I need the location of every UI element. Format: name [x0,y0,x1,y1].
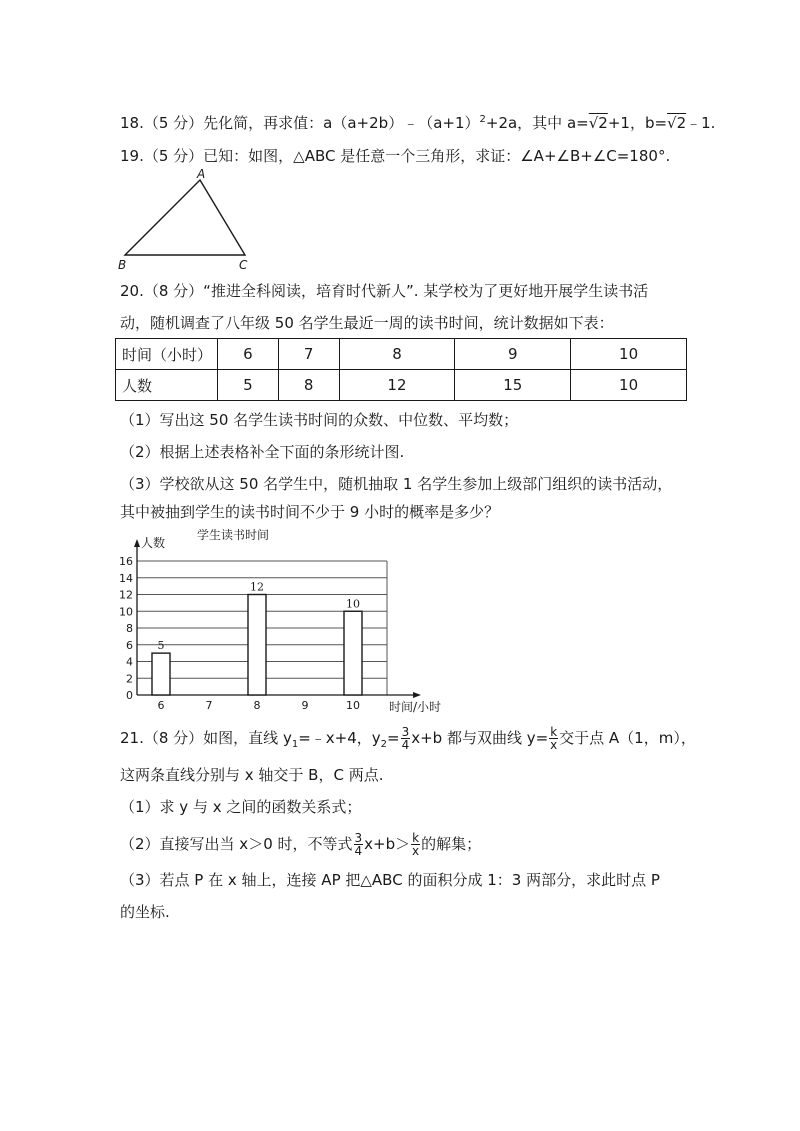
row-header-hours: 时间（小时） [116,339,218,370]
q20-sub-2 [120,442,404,462]
question-20-line-1 [120,281,648,301]
y-tick-label: 14 [119,571,133,585]
q18-text-4: ﹣1. [686,114,716,132]
bar [248,595,266,696]
table-cell: 6 [218,339,279,370]
y-axis-label: 人数 [141,536,166,550]
q20-sub-1-text: （1）写出这 50 名学生读书时间的众数、中位数、平均数； [120,411,519,429]
table-cell: 9 [455,339,571,370]
table-cell: 7 [278,339,339,370]
q21-sub-2-text-1: （2）直接写出当 x＞0 时，不等式 [120,835,353,853]
question-number: 19. [120,147,144,165]
q18-text-2: +2a，其中 a= [485,114,589,132]
denominator: x [412,844,420,858]
table-cell: 5 [218,370,279,401]
q20-text-2: 动，随机调查了八年级 50 名学生最近一周的读书时间，统计数据如下表： [120,314,614,332]
fraction-3-4 [401,726,411,751]
denominator: x [550,738,558,752]
q18-text-1: （5 分）先化简，再求值：a（a+2b）﹣（a+1） [143,114,480,132]
q18-text-3: +1，b= [607,114,668,132]
q21-text-4: x+b 都与双曲线 y= [411,729,549,747]
subscript-2: 2 [380,739,388,750]
question-19 [120,146,670,166]
table-row [116,339,687,370]
question-20-line-2 [120,313,614,333]
table-cell: 8 [278,370,339,401]
numerator: k [550,725,558,739]
q21-sub-3-text-1: （3）若点 P 在 x 轴上，连接 AP 把△ABC 的面积分成 1：3 两部分，求此时点 P [120,871,660,889]
table-cell: 15 [455,370,571,401]
q21-sub-2 [120,832,481,857]
x-tick-label: 7 [205,699,213,712]
x-tick-label: 9 [301,699,309,712]
bar-data-label: 12 [250,580,264,594]
vertex-label-c: C [239,258,248,272]
fraction-k-x [411,832,420,857]
x-tick-label: 10 [346,699,360,712]
q20-sub-3-line-1 [120,474,672,494]
bar-data-label: 10 [346,597,360,611]
q21-sub-3-text-2: 的坐标. [120,903,170,921]
fraction-3-4 [354,832,364,857]
y-tick-label: 10 [119,605,133,619]
q20-sub-1 [120,410,518,430]
table-cell: 10 [571,370,687,401]
question-18 [120,110,715,133]
q21-sub-1-text: （1）求 y 与 x 之间的函数关系式； [120,798,362,816]
x-axis-label: 时间/小时 [389,700,442,714]
q20-sub-3-line-2 [120,502,499,522]
q21-text-1: （8 分）如图，直线 y [143,729,292,747]
q20-sub-3-text-1: （3）学校欲从这 50 名学生中，随机抽取 1 名学生参加上级部门组织的读书活动， [120,475,673,493]
q21-text-2: =﹣x+4，y [298,729,381,747]
fraction-k-x [549,726,558,751]
chart-title: 学生读书时间 [197,528,270,542]
bar-data-label: 5 [157,639,165,653]
question-21-line-1 [120,726,696,755]
x-tick-label: 6 [157,699,165,712]
q21-sub-1 [120,797,361,817]
row-header-count: 人数 [116,370,218,401]
y-tick-label: 6 [126,638,133,652]
q21-sub-3-line-1 [120,870,660,890]
q19-text: （5 分）已知：如图，△ABC 是任意一个三角形，求证：∠A+∠B+∠C=180°. [143,147,671,165]
table-cell: 12 [339,370,455,401]
y-tick-label: 16 [119,555,133,568]
question-number: 20. [120,282,144,300]
table-cell: 8 [339,339,455,370]
question-number: 21. [120,729,144,747]
table-cell: 10 [571,339,687,370]
y-axis-arrow [134,539,140,547]
vertex-label-a: A [197,167,206,181]
bar-chart [115,525,442,720]
q21-text-3: = [387,729,400,747]
reading-time-table [115,338,687,401]
bar [152,653,170,695]
subscript-1: 1 [291,739,299,750]
triangle-abc [125,180,245,255]
y-tick-label: 8 [126,622,133,635]
x-tick-label: 8 [253,699,261,712]
numerator: 3 [354,831,363,845]
numerator: 3 [401,725,410,739]
y-tick-label: 4 [126,655,133,669]
question-21-line-2 [120,765,383,785]
q20-text-1: （8 分）“推进全科阅读，培育时代新人”. 某学校为了更好地开展学生读书活 [143,282,649,300]
x-axis-arrow [413,692,421,698]
y-tick-label: 12 [119,588,133,602]
sqrt-two: √2 [588,114,608,132]
q20-sub-2-text: （2）根据上述表格补全下面的条形统计图. [120,443,405,461]
q21-sub-2-text-2: x+b＞ [364,835,411,853]
sqrt-two: √2 [667,114,687,132]
numerator: k [412,831,420,845]
q20-sub-3-text-2: 其中被抽到学生的读书时间不少于 9 小时的概率是多少？ [120,503,500,521]
question-number: 18. [120,114,144,132]
table-row [116,370,687,401]
denominator: 4 [354,844,363,858]
q21-sub-2-text-3: 的解集； [421,835,482,853]
vertex-label-b: B [118,258,127,272]
q21-text-line-2: 这两条直线分别与 x 轴交于 B，C 两点. [120,766,384,784]
y-tick-label: 2 [126,672,133,686]
y-tick-label: 0 [126,689,133,702]
exponent: 2 [479,114,486,125]
bar [344,611,362,695]
q21-sub-3-line-2 [120,902,170,922]
denominator: 4 [401,738,410,752]
triangle-figure [115,168,265,273]
q21-text-5: 交于点 A（1，m）， [559,729,696,747]
